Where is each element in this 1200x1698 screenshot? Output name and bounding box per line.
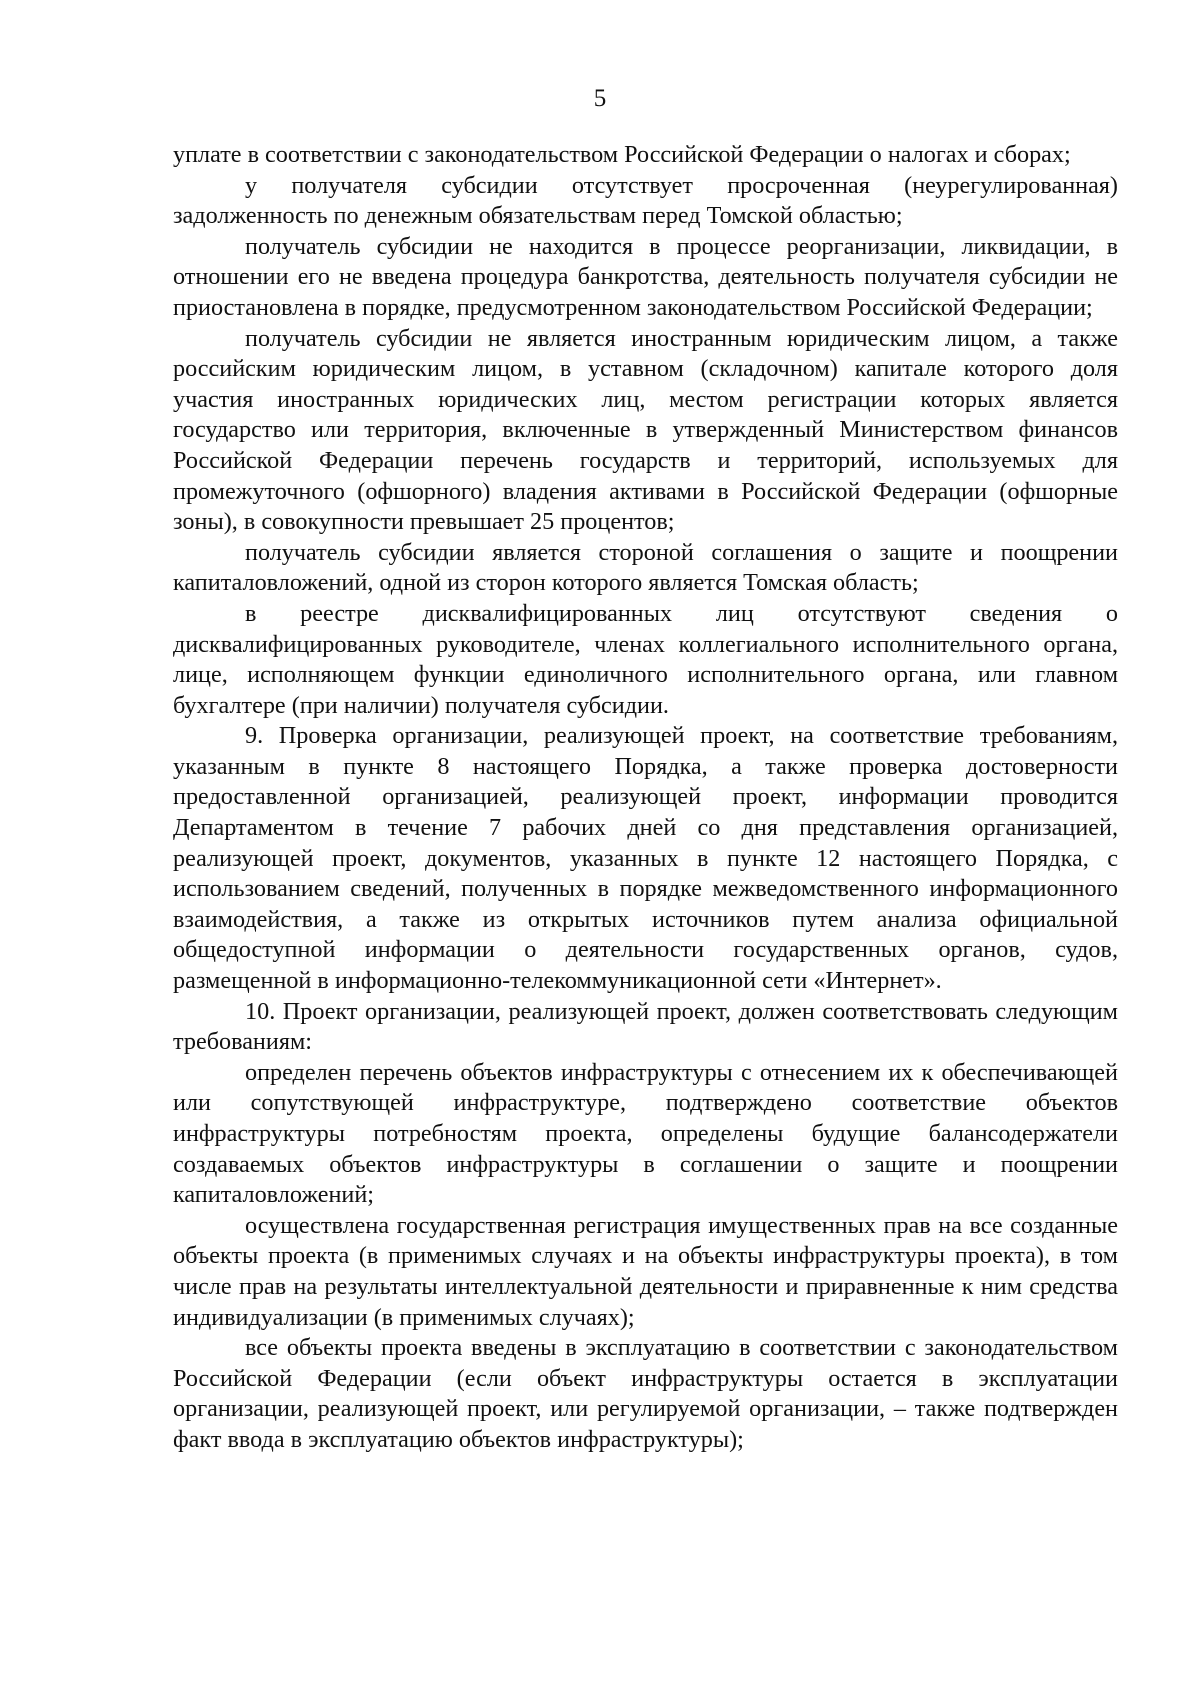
paragraph-no-reorganization: получатель субсидии не находится в процессе реорганизации, ликвидации, в отношении его не введена процедура банкротства, деятельность получателя субсидии не приостановлена в порядке, предусмотренном законодательством Российской Федерации; (173, 232, 1118, 321)
paragraph-item-9-verification: 9. Проверка организации, реализующей проект, на соответствие требованиям, указанным в пункте 8 настоящего Порядка, а также проверка достоверности предоставленной организацией, реализующей проект, информации проводится Департаментом в течение 7 рабочих дней со дня представления организацией, реализующей проект, документов, указанных в пункте 12 настоящего Порядка, с использованием сведений, полученных в порядке межведомственного информационного взаимодействия, а также из открытых источников путем анализа официальной общедоступной информации о деятельности государственных органов, судов, размещенной в информационно-телекоммуникационной сети «Интернет». (173, 722, 1118, 995)
page-number: 5 (593, 85, 607, 112)
paragraph-not-foreign-entity: получатель субсидии не является иностранным юридическим лицом, а также российским юридическим лицом, в уставном (складочном) капитале которого доля участия иностранных юридических лиц, местом регистрации которых является государство или территория, включенные в утвержденный Министерством финансов Российской Федерации перечень государств и территорий, используемых для промежуточного (офшорного) владения активами в Российской Федерации (офшорные зоны), в совокупности превышает 25 процентов; (173, 324, 1118, 536)
document-body (173, 140, 1118, 1456)
paragraph-item-10-project-requirements: 10. Проект организации, реализующей проект, должен соответствовать следующим требованиям: (173, 997, 1118, 1056)
paragraph-no-overdue-debt: у получателя субсидии отсутствует просроченная (неурегулированная) задолженность по денежным обязательствам перед Томской областью; (173, 171, 1118, 230)
paragraph-objects-commissioned: все объекты проекта введены в эксплуатацию в соответствии с законодательством Российской Федерации (если объект инфраструктуры остается в эксплуатации организации, реализующей проект, или регулируемой организации, – также подтвержден факт ввода в эксплуатацию объектов инфраструктуры); (173, 1334, 1118, 1453)
paragraph-investment-agreement-party: получатель субсидии является стороной соглашения о защите и поощрении капиталовложений, одной из сторон которого является Томская область; (173, 538, 1118, 597)
paragraph-tax-payment-continuation: уплате в соответствии с законодательством Российской Федерации о налогах и сборах; (173, 141, 1071, 168)
paragraph-infrastructure-list: определен перечень объектов инфраструктуры с отнесением их к обеспечивающей или сопутствующей инфраструктуре, подтверждено соответствие объектов инфраструктуры потребностям проекта, определены будущие балансодержатели создаваемых объектов инфраструктуры в соглашении о защите и поощрении капиталовложений; (173, 1058, 1118, 1209)
paragraph-property-rights-registration: осуществлена государственная регистрация имущественных прав на все созданные объекты проекта (в применимых случаях и на объекты инфраструктуры проекта), в том числе прав на результаты интеллектуальной деятельности и приравненные к ним средства индивидуализации (в применимых случаях); (173, 1211, 1118, 1331)
paragraph-disqualified-persons: в реестре дисквалифицированных лиц отсутствуют сведения о дисквалифицированных руководителе, членах коллегиального исполнительного органа, лице, исполняющем функции единоличного исполнительного органа, или главном бухгалтере (при наличии) получателя субсидии. (173, 599, 1118, 719)
